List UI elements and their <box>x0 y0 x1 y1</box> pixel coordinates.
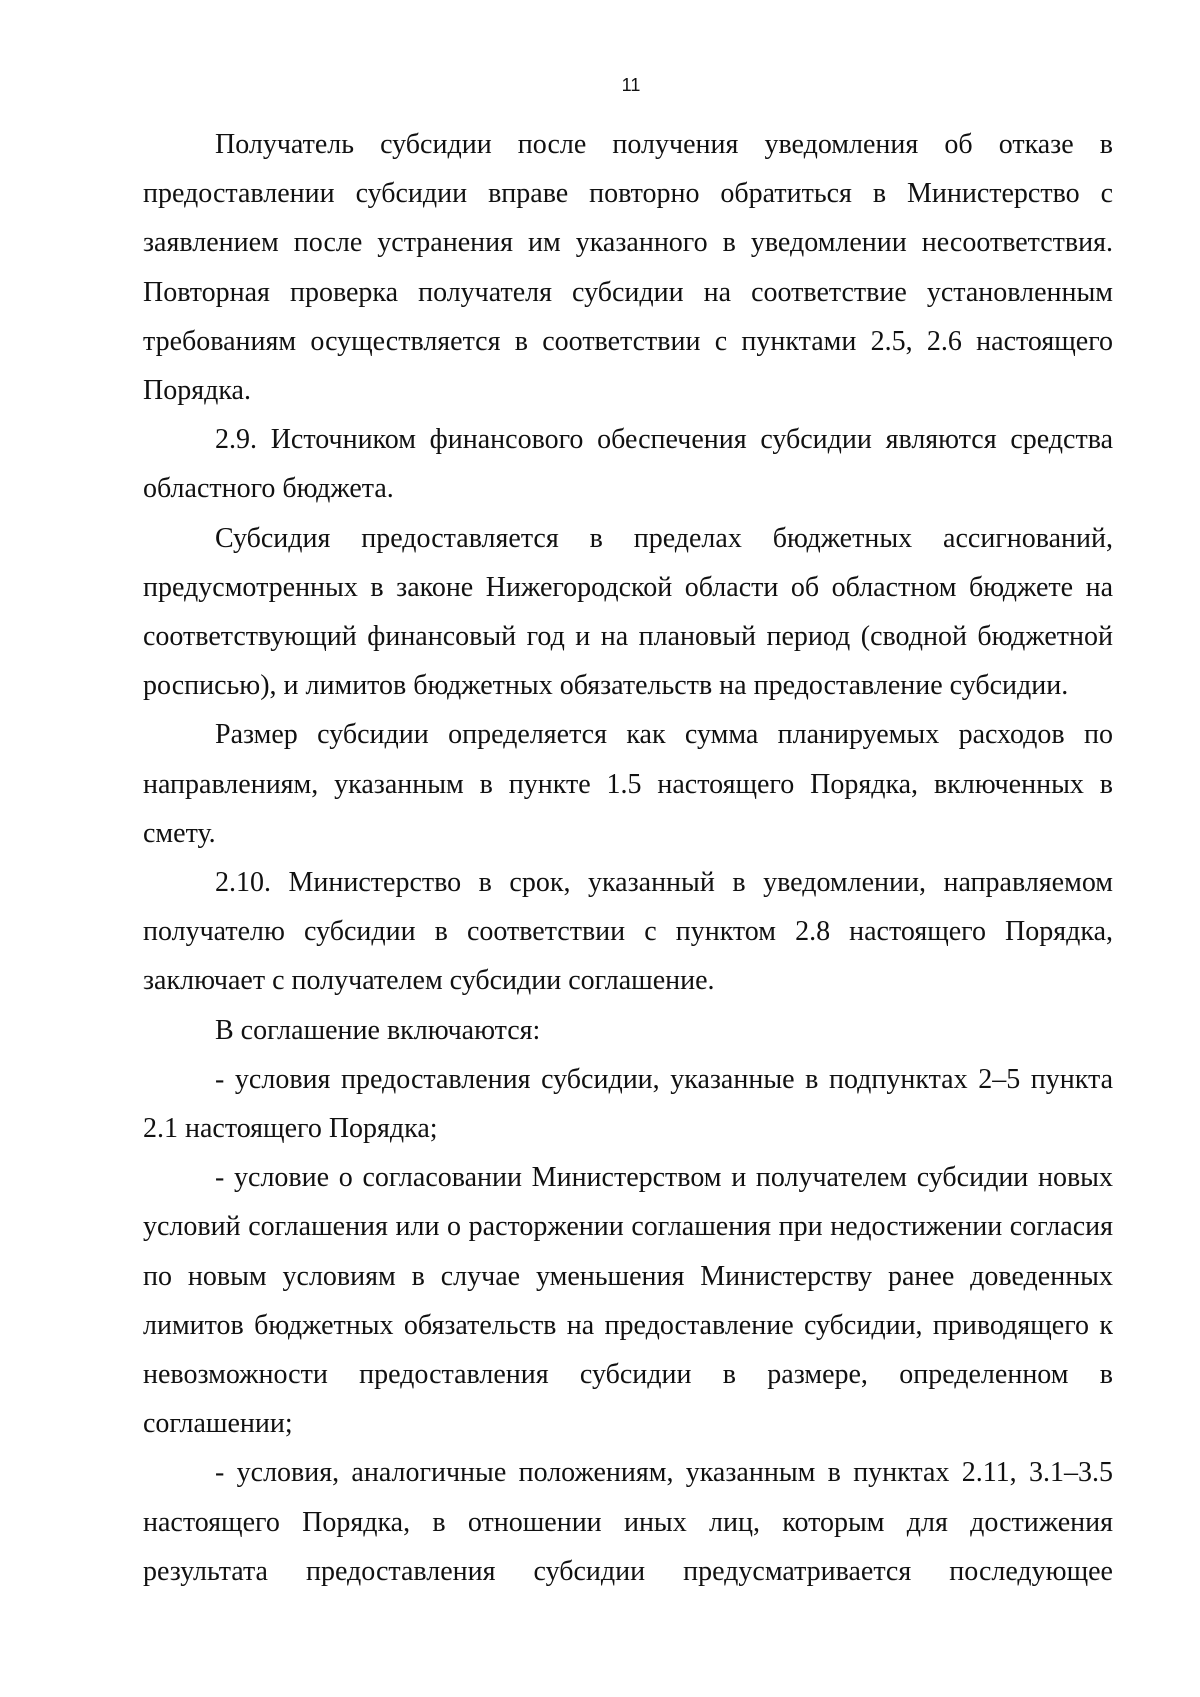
document-body <box>143 120 1113 1596</box>
list-item-renegotiation: - условие о согласовании Министерством и получателем субсидии новых условий соглашения или о расторжении соглашения при недостижении согласия по новым условиям в случае уменьшения Министерству ранее доведенных лимитов бюджетных обязательств на предоставление субсидии, приводящего к невозможности предоставления субсидии в размере, определенном в соглашении; <box>143 1162 1113 1440</box>
list-item-analogous-conditions: - условия, аналогичные положениям, указанным в пунктах 2.11, 3.1–3.5 настоящего Порядка, в отношении иных лиц, которым для достижения результата предоставления субсидии предусматривается последующее <box>143 1457 1113 1587</box>
list-item-conditions: - условия предоставления субсидии, указанные в подпунктах 2–5 пункта 2.1 настоящего Порядка; <box>143 1063 1113 1145</box>
paragraph-refusal-reapply: Получатель субсидии после получения уведомления об отказе в предоставлении субсидии вправе повторно обратиться в Министерство с заявлением после устранения им указанного в уведомлении несоответствия. Повторная проверка получателя субсидии на соответствие установленным требованиям осуществляется в соответствии с пунктами 2.5, 2.6 настоящего Порядка. <box>143 129 1113 407</box>
paragraph-subsidy-limits: Субсидия предоставляется в пределах бюджетных ассигнований, предусмотренных в законе Нижегородской области об областном бюджете на соответствующий финансовый год и на плановый период (сводной бюджетной росписью), и лимитов бюджетных обязательств на предоставление субсидии. <box>143 522 1113 702</box>
paragraph-agreement-includes: В соглашение включаются: <box>215 1014 541 1046</box>
page-number: 11 <box>621 75 641 95</box>
paragraph-2-9-funding-source: 2.9. Источником финансового обеспечения субсидии являются средства областного бюджета. <box>143 424 1113 505</box>
paragraph-2-10-agreement: 2.10. Министерство в срок, указанный в уведомлении, направляемом получателю субсидии в соответствии с пунктом 2.8 настоящего Порядка, заключает с получателем субсидии соглашение. <box>143 867 1113 997</box>
paragraph-subsidy-amount: Размер субсидии определяется как сумма планируемых расходов по направлениям, указанным в пункте 1.5 настоящего Порядка, включенных в смету. <box>143 719 1113 849</box>
